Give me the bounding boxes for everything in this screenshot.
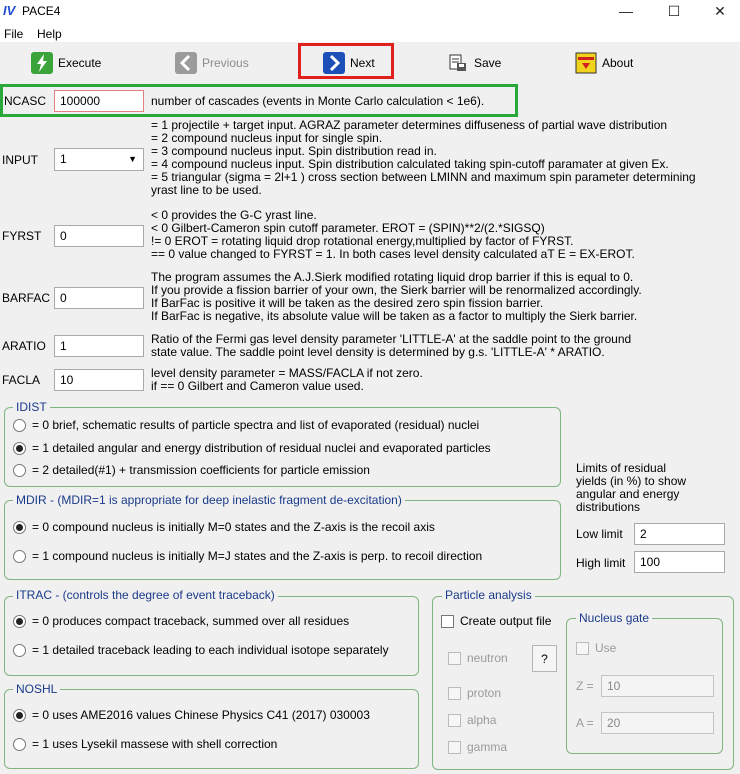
radio-button-selected[interactable] [13,709,26,722]
checkbox[interactable] [441,615,454,628]
previous-label: Previous [202,56,249,70]
input-label: INPUT [2,153,38,167]
close-button[interactable]: ✕ [714,2,726,19]
input-select-value: 1 [60,152,67,166]
help-button[interactable]: ? [532,645,557,672]
nucleus-gate-title: Nucleus gate [576,611,652,625]
input-select[interactable] [54,148,144,171]
radio-button-selected[interactable] [13,521,26,534]
alpha-label: alpha [467,713,497,727]
radio-button[interactable] [13,644,26,657]
itrac-option-0-label: = 0 produces compact traceback, summed over all residues [32,614,350,628]
save-label: Save [474,56,502,70]
input-description: = 1 projectile + target input. AGRAZ parameter determines diffuseness of partial wave distribution = 2 compound nucleus input for single spin. = 3 compound nucleus input. Spin distribution read in. = 4 compound nucleus input. Spin distribution calculated taking spin-cutoff paramater at given Ex. = 5 triangular (sigma = 2l+1 ) cross section between LMINN and maximum spin parameter determining yrast line to be used. [151,118,696,197]
ncasc-label: NCASC [4,94,47,108]
barfac-input[interactable]: 0 [54,287,144,309]
checkbox[interactable] [448,714,461,727]
chevron-down-icon: ▼ [128,154,137,164]
mdir-title: MDIR - (MDIR=1 is appropriate for deep inelastic fragment de-excitation) [13,493,405,507]
app-icon: IV [3,3,16,18]
neutron-label: neutron [467,651,508,665]
noshl-title: NOSHL [13,682,60,696]
facla-description: level density parameter = MASS/FACLA if not zero. if == 0 Gilbert and Cameron value used. [151,366,423,393]
ncasc-description: number of cascades (events in Monte Carlo calculation < 1e6). [151,94,485,108]
facla-input[interactable]: 10 [54,369,144,391]
checkbox[interactable] [576,642,589,655]
proton-label: proton [467,686,502,700]
mdir-option-1[interactable] [13,549,482,563]
radio-button[interactable] [13,464,26,477]
previous-button[interactable] [174,48,249,78]
idist-option-0-label: = 0 brief, schematic results of particle spectra and list of evaporated (residual) nuclei [32,418,480,432]
barfac-description: The program assumes the A.J.Sierk modified rotating liquid drop barrier if this is equal to 0. If you provide a fission barrier of your own, the Sierk barrier will be renormalized accordingly. If BarFac is positive it will be taken as the desired zero spin fission barrier. If BarFac is negative, its absolute value will be taken as a factor to multiply the Sierk barrier. [151,270,642,323]
noshl-group [4,689,419,769]
idist-option-2-label: = 2 detailed(#1) + transmission coefficients for particle emission [32,463,370,477]
chevron-right-icon [322,52,346,74]
ncasc-input[interactable]: 100000 [54,90,144,112]
aratio-label: ARATIO [2,339,46,353]
checkbox[interactable] [448,741,461,754]
noshl-option-0[interactable] [13,708,370,722]
lightning-icon [30,52,54,74]
neutron-checkbox[interactable] [448,651,508,665]
save-button[interactable] [446,48,501,78]
menu-bar [0,22,740,42]
menu-help[interactable]: Help [37,27,62,41]
z-label: Z = [576,679,594,693]
z-input[interactable]: 10 [601,675,714,697]
create-output-checkbox[interactable] [441,614,551,628]
next-label: Next [350,56,375,70]
about-label: About [602,56,634,70]
idist-option-0[interactable] [13,418,479,432]
a-label: A = [576,716,594,730]
noshl-option-1[interactable] [13,737,277,751]
limits-description: Limits of residual yields (in %) to show angular and energy distributions [576,461,687,514]
alpha-checkbox[interactable] [448,713,496,727]
fyrst-description: < 0 provides the G-C yrast line. < 0 Gilbert-Cameron spin cutoff parameter. EROT = (SPIN)**2/(2.*SIGSQ) != 0 EROT = rotating liquid drop rotational energy,multiplied by factor of FYRST. == 0 value changed to FYRST = 1. In both cases level density calculated aT E = EX-EROT. [151,208,635,261]
radio-button-selected[interactable] [13,615,26,628]
noshl-option-0-label: = 0 uses AME2016 values Chinese Physics C41 (2017) 030003 [32,708,370,722]
window-title: PACE4 [22,4,61,18]
chevron-left-icon [174,52,198,74]
itrac-option-1-label: = 1 detailed traceback leading to each individual isotope separately [32,643,389,657]
fyrst-label: FYRST [2,229,42,243]
radio-button[interactable] [13,419,26,432]
aratio-input[interactable]: 1 [54,335,144,357]
itrac-option-1[interactable] [13,643,389,657]
checkbox[interactable] [448,652,461,665]
minimize-button[interactable]: — [619,3,633,19]
use-gate-checkbox[interactable] [576,641,616,655]
menu-file[interactable]: File [4,27,24,41]
mdir-group [4,500,561,580]
radio-button-selected[interactable] [13,442,26,455]
radio-button[interactable] [13,738,26,751]
itrac-group [4,596,419,676]
create-output-label: Create output file [460,614,552,628]
mdir-option-0-label: = 0 compound nucleus is initially M=0 states and the Z-axis is the recoil axis [32,520,435,534]
low-limit-input[interactable]: 2 [634,523,725,545]
execute-label: Execute [58,56,102,70]
checkbox[interactable] [448,687,461,700]
maximize-button[interactable]: ☐ [667,2,681,19]
itrac-title: ITRAC - (controls the degree of event traceback) [13,588,278,602]
idist-title: IDIST [13,400,50,414]
execute-button[interactable] [30,48,101,78]
barfac-label: BARFAC [2,291,51,305]
about-button[interactable] [574,48,633,78]
mdir-option-0[interactable] [13,520,435,534]
info-icon [574,52,598,74]
idist-option-2[interactable] [13,463,370,477]
particle-analysis-title: Particle analysis [442,588,535,602]
proton-checkbox[interactable] [448,686,501,700]
facla-label: FACLA [2,373,41,387]
low-limit-label: Low limit [576,527,623,541]
idist-option-1-label: = 1 detailed angular and energy distribution of residual nuclei and evaporated particles [32,441,491,455]
mdir-option-1-label: = 1 compound nucleus is initially M=J states and the Z-axis is perp. to recoil direction [32,549,483,563]
radio-button[interactable] [13,550,26,563]
save-icon [446,52,470,74]
high-limit-input[interactable]: 100 [634,551,725,573]
next-button[interactable] [322,48,375,78]
a-input[interactable]: 20 [601,712,714,734]
gamma-checkbox[interactable] [448,740,507,754]
use-gate-label: Use [595,641,617,655]
noshl-option-1-label: = 1 uses Lysekil massese with shell correction [32,737,278,751]
high-limit-label: High limit [576,556,626,570]
idist-option-1[interactable] [13,441,491,455]
itrac-option-0[interactable] [13,614,349,628]
gamma-label: gamma [467,740,508,754]
fyrst-input[interactable]: 0 [54,225,144,247]
aratio-description: Ratio of the Fermi gas level density parameter 'LITTLE-A' at the saddle point to the ground state value. The saddle point level density is determined by g.s. 'LITTLE-A' * ARATIO. [151,332,632,359]
